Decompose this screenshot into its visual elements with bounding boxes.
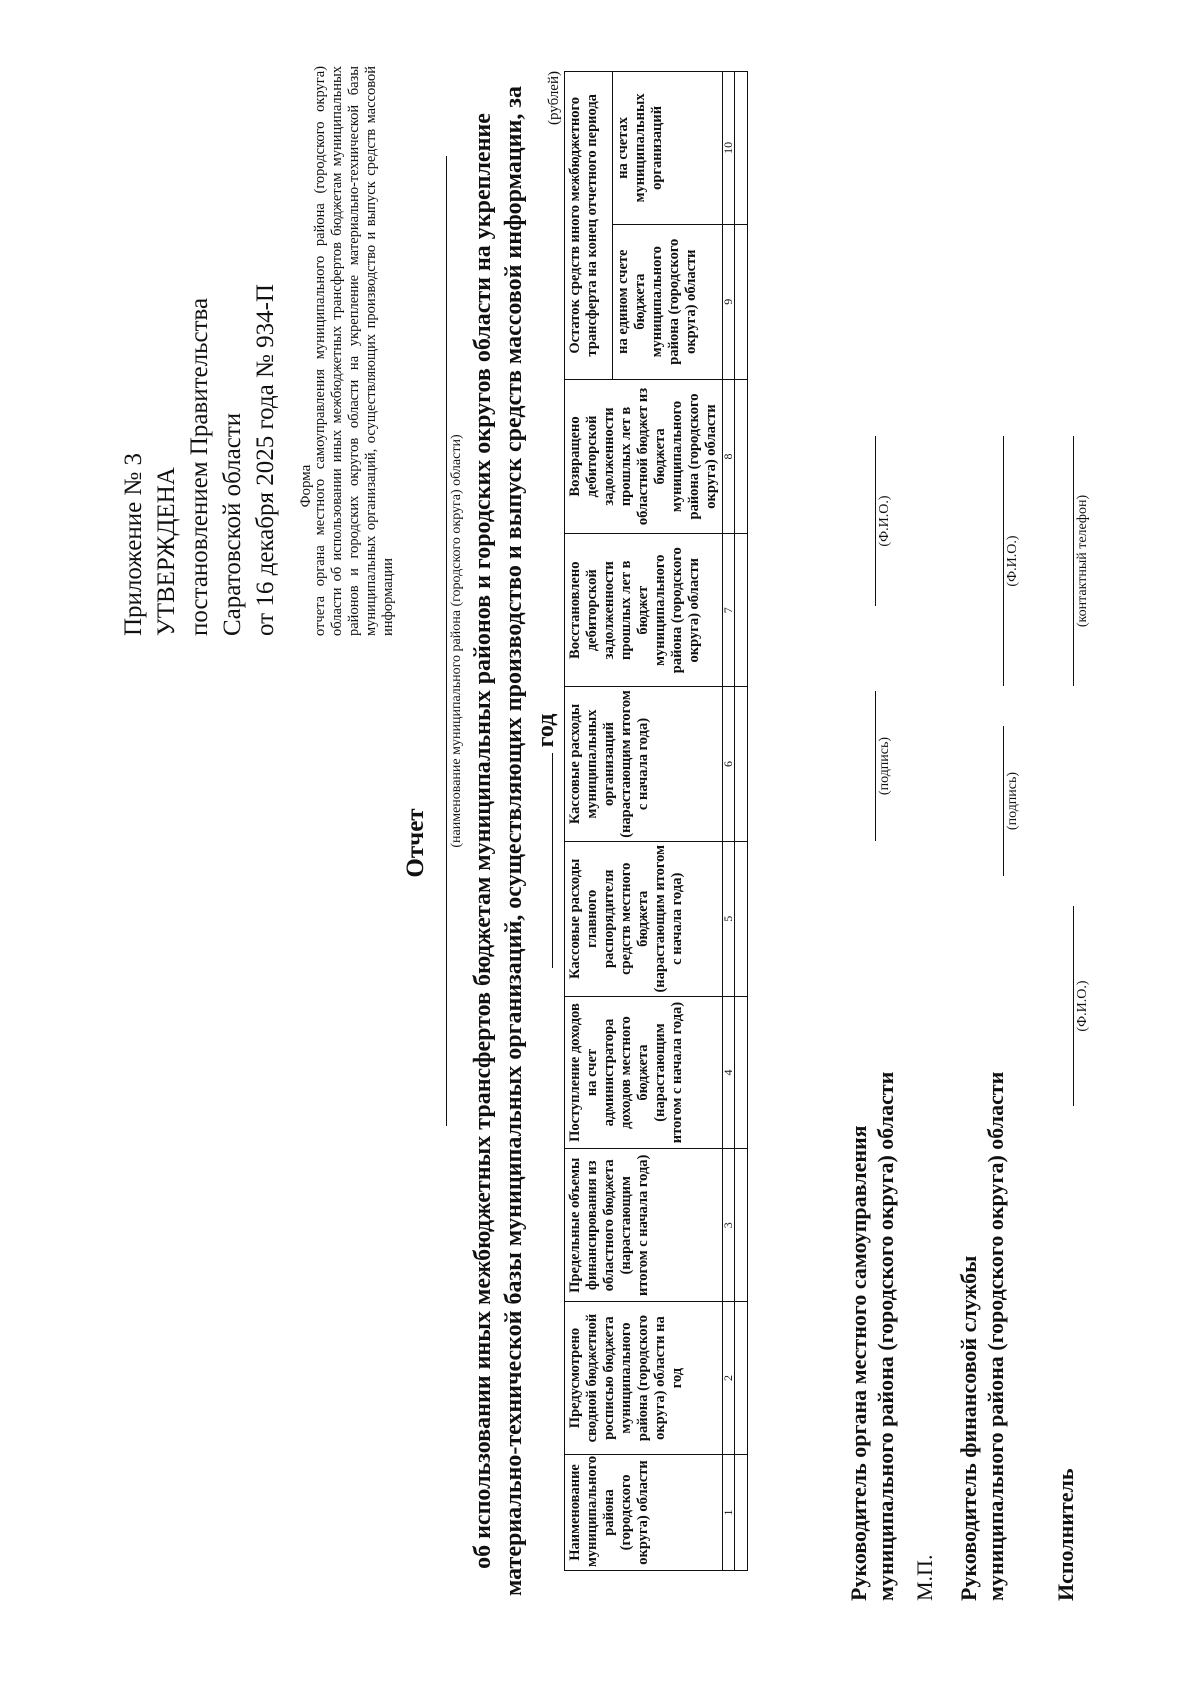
finance-fio-caption: (Ф.И.О.) [1005,535,1020,587]
report-title: Отчет [402,808,429,878]
form-label: Форма [298,464,314,508]
executor-fio-line [1073,906,1074,1106]
head-fio-line [875,436,876,606]
column-number: 10 [723,72,735,225]
finance-signature-caption: (подпись) [1005,771,1020,831]
column-number: 6 [723,687,735,842]
header-municipality: Наименование муниципального района (городского округа) области [565,1454,723,1570]
header-limits: Предельные объемы финансирования из областного бюджета (нарастающим итогом с начала года) [565,1149,723,1302]
empty-data-row [735,72,748,1571]
units-label: (рублей) [546,71,562,126]
finance-title-line1: Руководитель финансовой службы [956,1255,981,1601]
executor-title: Исполнитель [1053,1468,1078,1601]
column-number: 4 [723,996,735,1149]
empty-cell [735,379,748,534]
column-number: 8 [723,379,735,534]
empty-cell [735,1454,748,1570]
approved-label: УТВЕРЖДЕНА [153,467,180,636]
head-title-line2: муниципального района (городского округа) области [873,1071,898,1601]
report-subject-year: год [533,713,559,748]
head-title-line1: Руководитель органа местного самоуправления [846,1125,871,1601]
finance-signature-line [1003,726,1004,876]
empty-cell [735,534,748,687]
stamp-place: М.П. [912,1554,937,1601]
head-title [845,1072,899,1601]
header-single-account: на едином счете бюджета муниципального района (городского округа) области [612,224,722,379]
report-subject [468,86,562,1596]
empty-cell [735,72,748,225]
empty-cell [735,996,748,1149]
empty-cell [735,1149,748,1302]
empty-cell [735,687,748,842]
head-signature-caption: (подпись) [877,736,892,796]
column-number: 2 [723,1302,735,1455]
column-number-row [723,72,735,1571]
header-restored-debt: Восстановлено дебиторской задолженности прошлых лет в бюджет муниципального района (городского округа) области [565,534,723,687]
finance-title [955,1072,1009,1601]
report-subject-text: об использовании иных межбюджетных трансфертов бюджетам муниципальных районов и городских округов области на укрепление материально-технической базы муниципальных организаций, осуществляющих производство и выпуск средств массовой информации, за [470,86,527,1596]
column-number: 5 [723,841,735,996]
appendix-number: Приложение № 3 [120,452,147,636]
approved-by: постановлением Правительства [186,297,213,636]
municipality-name-line [446,156,447,1126]
executor-phone-line [1073,436,1074,686]
header-planned: Предусмотрено сводной бюджетной росписью бюджета муниципального района (городского округа) области на год [565,1302,723,1455]
empty-cell [735,841,748,996]
form-description: отчета органа местного самоуправления муниципального района (городского округа) области об использовании иных межбюджетных трансфертов бюджетам муниципальных районов и городских округов области на укрепление материально-технической базы муниципальных организаций, осуществляющих производство и выпуск средств массовой информации [312,66,396,636]
header-org-accounts: на счетах муниципальных организаций [612,72,722,225]
report-table [564,71,748,1571]
executor-phone-caption: (контактный телефон) [1075,494,1090,628]
approved-date: от 16 декабря 2025 года № 934-П [252,284,279,636]
header-returned-debt: Возвращено дебиторской задолженности прошлых лет в областной бюджет из бюджета муниципального района (городского округа) области [565,379,723,534]
empty-cell [735,224,748,379]
executor-fio-caption: (Ф.И.О.) [1075,980,1090,1032]
column-number: 7 [723,534,735,687]
column-number: 1 [723,1454,735,1570]
head-signature-line [875,691,876,841]
column-number: 3 [723,1149,735,1302]
approval-block [117,76,282,636]
finance-fio-line [1003,436,1004,686]
empty-cell [735,1302,748,1455]
approved-region: Саратовской области [219,412,246,636]
column-number: 9 [723,224,735,379]
header-org-expenses: Кассовые расходы муниципальных организаций (нарастающим итогом с начала года) [565,687,723,842]
head-fio-caption: (Ф.И.О.) [877,495,892,547]
finance-title-line2: муниципального района (городского округа) области [983,1071,1008,1601]
header-main-expenses: Кассовые расходы главного распорядителя средств местного бюджета (нарастающим итогом с начала года) [565,841,723,996]
header-remaining-balance: Остаток средств иного межбюджетного трансферта на конец отчетного периода [565,72,613,380]
year-blank [530,753,553,968]
municipality-name-caption: (наименование муниципального района (городского округа) области) [449,434,464,848]
header-income: Поступление доходов на счет администратора доходов местного бюджета (нарастающим итогом с начала года) [565,996,723,1149]
table-header-row [565,72,613,1571]
